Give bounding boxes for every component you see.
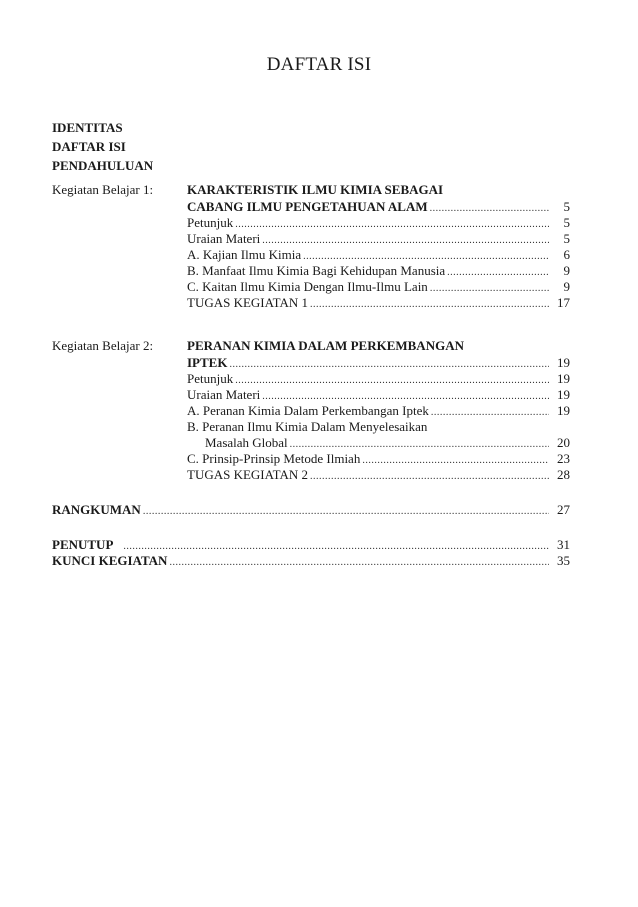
page-number: 5 xyxy=(563,231,570,246)
toc-entry[interactable] xyxy=(187,355,570,371)
page-number: 5 xyxy=(563,199,570,214)
entry-text: Petunjuk xyxy=(187,215,234,230)
entry-text: IPTEK xyxy=(187,355,228,370)
page-number: 27 xyxy=(557,502,570,517)
toc-entry[interactable] xyxy=(187,247,570,263)
leader-dots xyxy=(169,555,549,571)
toc-entry-kunci[interactable] xyxy=(52,553,570,569)
toc-entry[interactable] xyxy=(187,231,570,247)
entry-text: KUNCI KEGIATAN xyxy=(52,553,168,568)
page-number: 9 xyxy=(563,279,570,294)
page-number: 23 xyxy=(557,451,570,466)
toc-pendahuluan[interactable]: PENDAHULUAN xyxy=(52,158,154,173)
entry-text: TUGAS KEGIATAN 1 xyxy=(187,295,309,310)
entry-text: PENUTUP xyxy=(52,537,114,552)
page-number: 20 xyxy=(557,435,570,450)
page-number: 31 xyxy=(557,537,570,552)
toc-entry[interactable] xyxy=(187,435,570,451)
leader-dots xyxy=(310,297,549,313)
closing-section xyxy=(52,537,570,569)
toc-entry-penutup[interactable] xyxy=(52,537,570,553)
page-number: 19 xyxy=(557,355,570,370)
toc-entry[interactable] xyxy=(187,467,570,483)
page-number: 35 xyxy=(557,553,570,568)
toc-entry[interactable] xyxy=(187,199,570,215)
leader-dots xyxy=(310,469,549,485)
entry-text: B. Peranan Ilmu Kimia Dalam Menyelesaikan xyxy=(187,419,428,434)
entry-text: C. Kaitan Ilmu Kimia Dengan Ilmu-Ilmu Lain xyxy=(187,279,428,294)
kb1-title: KARAKTERISTIK ILMU KIMIA SEBAGAI xyxy=(187,182,444,197)
kb2-entries xyxy=(187,355,570,483)
page-number: 9 xyxy=(563,263,570,278)
toc-entry[interactable] xyxy=(187,215,570,231)
kb2-section xyxy=(52,338,570,494)
kb1-label: Kegiatan Belajar 1: xyxy=(52,182,154,197)
entry-text: Petunjuk xyxy=(187,371,234,386)
toc-entry-rangkuman[interactable] xyxy=(52,502,570,518)
page-number: 28 xyxy=(557,467,570,482)
page-number: 6 xyxy=(563,247,570,262)
page-number: 19 xyxy=(557,403,570,418)
entry-text: Masalah Global xyxy=(205,435,288,450)
kb1-section xyxy=(52,182,570,322)
toc-daftar-isi[interactable]: DAFTAR ISI xyxy=(52,139,126,154)
entry-text: A. Peranan Kimia Dalam Perkembangan Iptek xyxy=(187,403,429,418)
entry-text: TUGAS KEGIATAN 2 xyxy=(187,467,309,482)
page-title: DAFTAR ISI xyxy=(266,54,372,75)
page-number: 19 xyxy=(557,387,570,402)
toc-entry[interactable] xyxy=(187,387,570,403)
entry-text: CABANG ILMU PENGETAHUAN ALAM xyxy=(187,199,428,214)
page-number: 5 xyxy=(563,215,570,230)
kb1-entries xyxy=(187,199,570,311)
toc-entry[interactable] xyxy=(187,279,570,295)
leader-dots xyxy=(143,504,549,520)
toc-entry[interactable] xyxy=(187,263,570,279)
toc-identitas[interactable]: IDENTITAS xyxy=(52,120,123,135)
toc-entry[interactable] xyxy=(187,451,570,467)
front-matter xyxy=(52,118,153,175)
kb2-label: Kegiatan Belajar 2: xyxy=(52,338,154,353)
entry-text: B. Manfaat Ilmu Kimia Bagi Kehidupan Manusia xyxy=(187,263,446,278)
entry-text: Uraian Materi xyxy=(187,231,261,246)
page-number: 17 xyxy=(557,295,570,310)
kb2-title: PERANAN KIMIA DALAM PERKEMBANGAN xyxy=(187,338,464,353)
entry-text: C. Prinsip-Prinsip Metode Ilmiah xyxy=(187,451,361,466)
toc-entry[interactable] xyxy=(187,403,570,419)
entry-text: RANGKUMAN xyxy=(52,502,141,517)
entry-text: Uraian Materi xyxy=(187,387,261,402)
entry-text: A. Kajian Ilmu Kimia xyxy=(187,247,302,262)
toc-entry-heading[interactable] xyxy=(187,419,570,435)
rangkuman-section xyxy=(52,502,570,518)
toc-entry[interactable] xyxy=(187,371,570,387)
page-number: 19 xyxy=(557,371,570,386)
toc-entry[interactable] xyxy=(187,295,570,311)
